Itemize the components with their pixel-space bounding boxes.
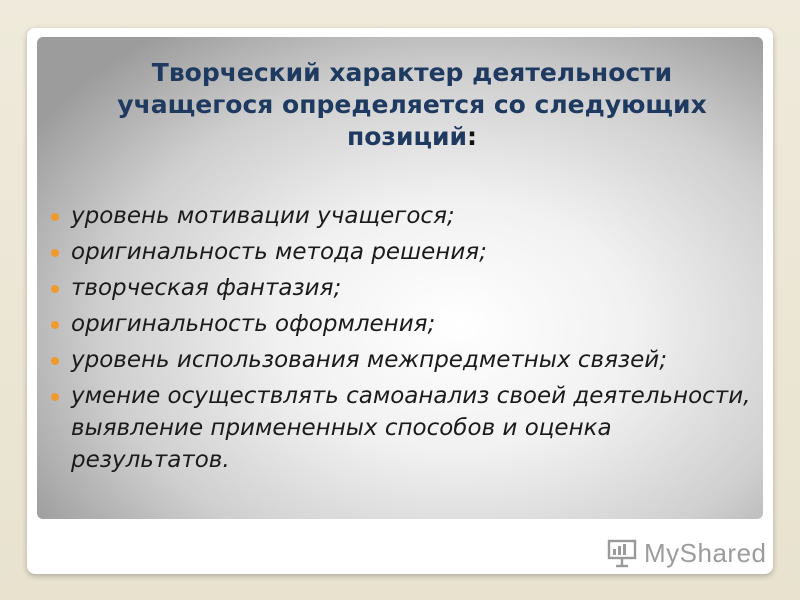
- bullet-dot-icon: [51, 249, 59, 257]
- slide-title-text: Творческий характер деятельности учащегося определяется со следующих позиций: [117, 58, 707, 151]
- bullet-dot-icon: [51, 321, 59, 329]
- slide-title: [97, 57, 727, 153]
- bullet-text: оригинальность метода решения;: [71, 239, 487, 265]
- bullet-item: [51, 344, 751, 376]
- bullet-item: [51, 308, 751, 340]
- bullet-dot-icon: [51, 357, 59, 365]
- bullet-item: [51, 236, 751, 268]
- myshared-logo[interactable]: [606, 536, 767, 570]
- bullet-dot-icon: [51, 285, 59, 293]
- myshared-logo-text: MyShared: [644, 537, 767, 568]
- bullet-list: [51, 200, 751, 480]
- bullet-text: оригинальность оформления;: [71, 311, 436, 337]
- slide-title-colon: :: [467, 122, 478, 151]
- bullet-dot-icon: [51, 393, 59, 401]
- bullet-item: [51, 272, 751, 304]
- slide-content-panel: [37, 37, 763, 519]
- presentation-board-icon: [606, 537, 638, 569]
- bullet-text: творческая фантазия;: [71, 275, 342, 301]
- bullet-dot-icon: [51, 213, 59, 221]
- bullet-item: [51, 380, 751, 476]
- bullet-text: уровень мотивации учащегося;: [71, 203, 455, 229]
- bullet-item: [51, 200, 751, 232]
- bullet-text: умение осуществлять самоанализ своей деятельности, выявление примененных способов и оценка результатов.: [71, 383, 751, 473]
- bullet-text: уровень использования межпредметных связей;: [71, 347, 667, 373]
